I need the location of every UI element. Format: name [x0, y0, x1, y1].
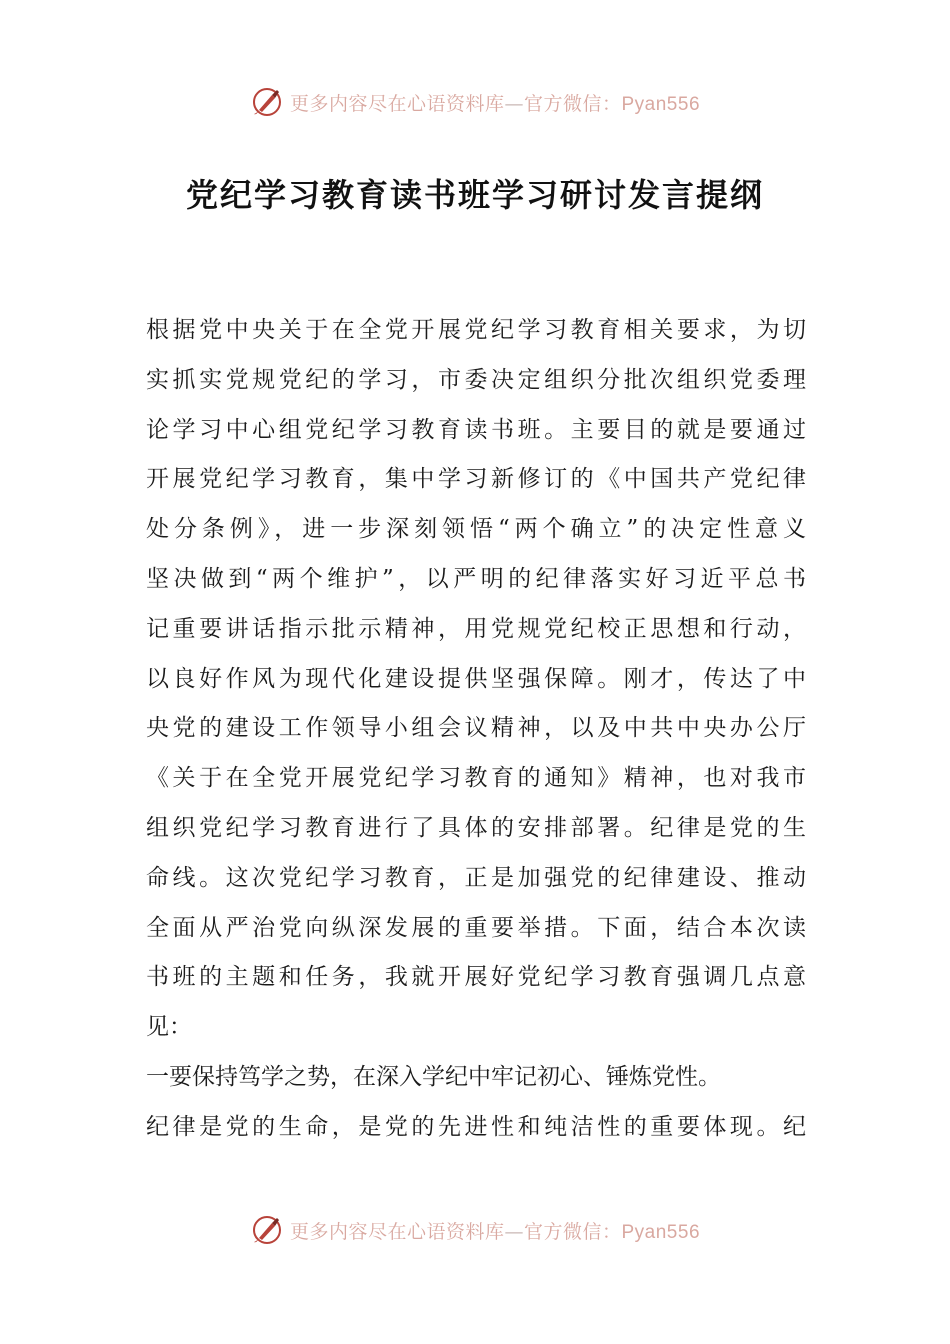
header-banner [0, 82, 950, 122]
body-line: 坚决做到“两个维护”，以严明的纪律落实好习近平总书 [146, 565, 806, 592]
body-line: 论学习中心组党纪学习教育读书班。主要目的就是要通过 [146, 416, 806, 443]
header-banner-label: 官方微信： [523, 92, 622, 115]
header-banner-dash: — [504, 92, 524, 115]
footer-banner-main: 更多内容尽在心语资料库 [289, 1220, 505, 1243]
header-banner-text [290, 89, 700, 116]
body-line: 记重要讲话指示批示精神，用党规党纪校正思想和行动， [146, 615, 806, 642]
body-line: 《关于在全党开展党纪学习教育的通知》精神，也对我市 [146, 765, 806, 792]
footer-banner-text [290, 1217, 700, 1244]
brush-logo-icon [250, 85, 284, 119]
document-title: 党纪学习教育读书班学习研讨发言提纲 [185, 176, 764, 214]
footer-banner-dash: — [504, 1220, 524, 1243]
body-line: 命线。这次党纪学习教育，正是加强党的纪律建设、推动 [146, 864, 806, 891]
body-line: 央党的建设工作领导小组会议精神，以及中共中央办公厅 [146, 715, 806, 742]
body-line: 一要保持笃学之势，在深入学纪中牢记初心、锤炼党性。 [146, 1063, 721, 1090]
body-line: 组织党纪学习教育进行了具体的安排部署。纪律是党的生 [146, 814, 806, 841]
body-line: 见： [146, 1014, 192, 1041]
body-line: 纪律是党的生命，是党的先进性和纯洁性的重要体现。纪 [146, 1113, 806, 1140]
header-banner-main: 更多内容尽在心语资料库 [289, 92, 505, 115]
footer-wechat-id: Pyan556 [621, 1221, 701, 1243]
brush-logo-icon [250, 1213, 284, 1247]
body-line: 根据党中央关于在全党开展党纪学习教育相关要求，为切 [146, 317, 806, 343]
body-line: 实抓实党规党纪的学习，市委决定组织分批次组织党委理 [146, 366, 806, 393]
footer-banner-label: 官方微信： [523, 1220, 622, 1243]
body-line: 开展党纪学习教育，集中学习新修订的《中国共产党纪律 [146, 466, 806, 493]
body-line: 处分条例》，进一步深刻领悟“两个确立”的决定性意义 [146, 516, 806, 543]
document-body [146, 306, 806, 1153]
body-line: 以良好作风为现代化建设提供坚强保障。刚才，传达了中 [146, 665, 806, 692]
footer-banner [0, 1210, 950, 1250]
body-line: 书班的主题和任务，我就开展好党纪学习教育强调几点意 [146, 964, 806, 991]
header-wechat-id: Pyan556 [621, 93, 701, 115]
body-line: 全面从严治党向纵深发展的重要举措。下面，结合本次读 [146, 914, 806, 941]
